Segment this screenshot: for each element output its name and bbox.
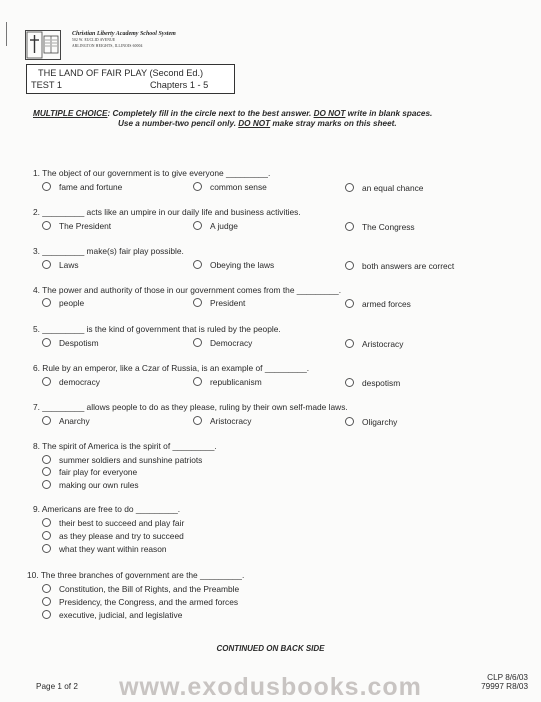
answer-bubble[interactable] bbox=[42, 182, 51, 191]
answer-bubble[interactable] bbox=[193, 298, 202, 307]
answer-bubble[interactable] bbox=[42, 544, 51, 553]
option-label: executive, judicial, and legislative bbox=[59, 610, 183, 620]
test-title-box bbox=[26, 64, 235, 94]
answer-bubble[interactable] bbox=[193, 260, 202, 269]
answer-bubble[interactable] bbox=[42, 597, 51, 606]
question-3: 3. _________ make(s) fair play possible. bbox=[33, 246, 184, 256]
q7-option-a[interactable] bbox=[42, 416, 90, 427]
school-address-line2: ARLINGTON HEIGHTS, ILLINOIS 60004 bbox=[72, 44, 143, 48]
form-code-2: 79997 R8/03 bbox=[481, 682, 528, 691]
option-label: The President bbox=[59, 221, 112, 231]
answer-bubble[interactable] bbox=[42, 467, 51, 476]
q5-option-c[interactable] bbox=[345, 339, 403, 350]
instructions-text3: Use a number-two pencil only. bbox=[118, 119, 239, 128]
q1-option-b[interactable] bbox=[193, 182, 267, 193]
option-label: an equal chance bbox=[362, 183, 424, 193]
q8-option-b[interactable] bbox=[42, 467, 137, 478]
test-title: THE LAND OF FAIR PLAY (Second Ed.) bbox=[38, 68, 204, 78]
option-label: armed forces bbox=[362, 299, 411, 309]
page-edge-mark bbox=[6, 22, 7, 46]
watermark: www.exodusbooks.com bbox=[119, 673, 422, 701]
q7-option-b[interactable] bbox=[193, 416, 251, 427]
option-label: Democracy bbox=[210, 338, 253, 348]
q2-option-b[interactable] bbox=[193, 221, 238, 232]
answer-bubble[interactable] bbox=[345, 222, 354, 231]
answer-bubble[interactable] bbox=[42, 480, 51, 489]
q1-option-c[interactable] bbox=[345, 183, 423, 194]
question-9: 9. Americans are free to do _________. bbox=[33, 504, 181, 514]
instructions-do-not-2: DO NOT bbox=[238, 119, 271, 128]
q4-option-a[interactable] bbox=[42, 298, 84, 309]
option-label: despotism bbox=[362, 378, 401, 388]
instructions bbox=[33, 109, 432, 129]
option-label: as they please and try to succeed bbox=[59, 531, 184, 541]
page-number: Page 1 of 2 bbox=[36, 682, 78, 691]
q9-option-c[interactable] bbox=[42, 544, 167, 555]
instructions-do-not-1: DO NOT bbox=[313, 109, 346, 118]
school-address-line1: 502 W. EUCLID AVENUE bbox=[72, 38, 116, 42]
answer-bubble[interactable] bbox=[193, 338, 202, 347]
option-label: Oligarchy bbox=[362, 417, 398, 427]
option-label: common sense bbox=[210, 182, 267, 192]
continued-notice: CONTINUED ON BACK SIDE bbox=[216, 644, 325, 653]
answer-bubble[interactable] bbox=[42, 338, 51, 347]
q4-option-b[interactable] bbox=[193, 298, 245, 309]
q6-option-b[interactable] bbox=[193, 377, 262, 388]
school-seal-logo bbox=[25, 30, 61, 60]
option-label: their best to succeed and play fair bbox=[59, 518, 185, 528]
school-name: Christian Liberty Academy School System bbox=[72, 31, 176, 37]
option-label: Anarchy bbox=[59, 416, 90, 426]
answer-bubble[interactable] bbox=[42, 518, 51, 527]
q3-option-a[interactable] bbox=[42, 260, 79, 271]
answer-bubble[interactable] bbox=[42, 531, 51, 540]
instructions-label: MULTIPLE CHOICE bbox=[33, 109, 108, 118]
question-10: 10. The three branches of government are the _________. bbox=[27, 570, 245, 580]
option-label: what they want within reason bbox=[59, 544, 167, 554]
question-4: 4. The power and authority of those in our government comes from the _________. bbox=[33, 285, 342, 295]
q7-option-c[interactable] bbox=[345, 417, 397, 428]
question-5: 5. _________ is the kind of government that is ruled by the people. bbox=[33, 324, 281, 334]
q2-option-c[interactable] bbox=[345, 222, 415, 233]
answer-bubble[interactable] bbox=[42, 455, 51, 464]
test-number: TEST 1 bbox=[31, 80, 62, 90]
q9-option-a[interactable] bbox=[42, 518, 184, 529]
answer-bubble[interactable] bbox=[42, 298, 51, 307]
option-label: Presidency, the Congress, and the armed forces bbox=[59, 597, 239, 607]
option-label: making our own rules bbox=[59, 480, 139, 490]
option-label: Despotism bbox=[59, 338, 99, 348]
school-header bbox=[72, 31, 176, 49]
option-label: fame and fortune bbox=[59, 182, 123, 192]
q2-option-a[interactable] bbox=[42, 221, 111, 232]
q1-option-a[interactable] bbox=[42, 182, 122, 193]
option-label: both answers are correct bbox=[362, 261, 455, 271]
option-label: The Congress bbox=[362, 222, 415, 232]
q6-option-c[interactable] bbox=[345, 378, 400, 389]
option-label: President bbox=[210, 298, 246, 308]
option-label: summer soldiers and sunshine patriots bbox=[59, 455, 203, 465]
q9-option-b[interactable] bbox=[42, 531, 184, 542]
question-6: 6. Rule by an emperor, like a Czar of Russia, is an example of _________. bbox=[33, 363, 310, 373]
answer-bubble[interactable] bbox=[345, 299, 354, 308]
q4-option-c[interactable] bbox=[345, 299, 411, 310]
question-8: 8. The spirit of America is the spirit of _________. bbox=[33, 441, 217, 451]
q10-option-a[interactable] bbox=[42, 584, 239, 595]
answer-bubble[interactable] bbox=[193, 221, 202, 230]
answer-bubble[interactable] bbox=[42, 584, 51, 593]
answer-bubble[interactable] bbox=[345, 339, 354, 348]
option-label: democracy bbox=[59, 377, 100, 387]
option-label: A judge bbox=[210, 221, 238, 231]
answer-bubble[interactable] bbox=[193, 416, 202, 425]
answer-bubble[interactable] bbox=[193, 182, 202, 191]
q3-option-c[interactable] bbox=[345, 261, 454, 272]
option-label: Aristocracy bbox=[210, 416, 252, 426]
question-2: 2. _________ acts like an umpire in our daily life and business activities. bbox=[33, 207, 301, 217]
answer-bubble[interactable] bbox=[42, 260, 51, 269]
answer-bubble[interactable] bbox=[345, 183, 354, 192]
option-label: Constitution, the Bill of Rights, and the Preamble bbox=[59, 584, 240, 594]
answer-bubble[interactable] bbox=[345, 261, 354, 270]
q10-option-b[interactable] bbox=[42, 597, 238, 608]
option-label: republicanism bbox=[210, 377, 262, 387]
instructions-line2 bbox=[33, 119, 432, 129]
q5-option-a[interactable] bbox=[42, 338, 99, 349]
answer-bubble[interactable] bbox=[345, 417, 354, 426]
form-code-1: CLP 8/6/03 bbox=[487, 673, 528, 682]
test-chapters: Chapters 1 - 5 bbox=[150, 80, 209, 90]
answer-bubble[interactable] bbox=[42, 416, 51, 425]
answer-bubble[interactable] bbox=[42, 610, 51, 619]
q5-option-b[interactable] bbox=[193, 338, 252, 349]
answer-bubble[interactable] bbox=[42, 377, 51, 386]
form-codes bbox=[478, 673, 528, 691]
q10-option-c[interactable] bbox=[42, 610, 182, 621]
q8-option-a[interactable] bbox=[42, 455, 202, 466]
answer-bubble[interactable] bbox=[42, 221, 51, 230]
option-label: fair play for everyone bbox=[59, 467, 138, 477]
instructions-text2: write in blank spaces. bbox=[345, 109, 433, 118]
question-7: 7. _________ allows people to do as they please, ruling by their own self-made laws. bbox=[33, 402, 348, 412]
option-label: Aristocracy bbox=[362, 339, 404, 349]
option-label: Laws bbox=[59, 260, 79, 270]
q8-option-c[interactable] bbox=[42, 480, 139, 491]
answer-bubble[interactable] bbox=[193, 377, 202, 386]
answer-bubble[interactable] bbox=[345, 378, 354, 387]
option-label: people bbox=[59, 298, 85, 308]
q6-option-a[interactable] bbox=[42, 377, 100, 388]
instructions-text1: : Completely fill in the circle next to the best answer. bbox=[107, 109, 314, 118]
question-1: 1. The object of our government is to give everyone _________. bbox=[33, 168, 271, 178]
instructions-text4: make stray marks on this sheet. bbox=[270, 119, 397, 128]
option-label: Obeying the laws bbox=[210, 260, 275, 270]
q3-option-b[interactable] bbox=[193, 260, 274, 271]
